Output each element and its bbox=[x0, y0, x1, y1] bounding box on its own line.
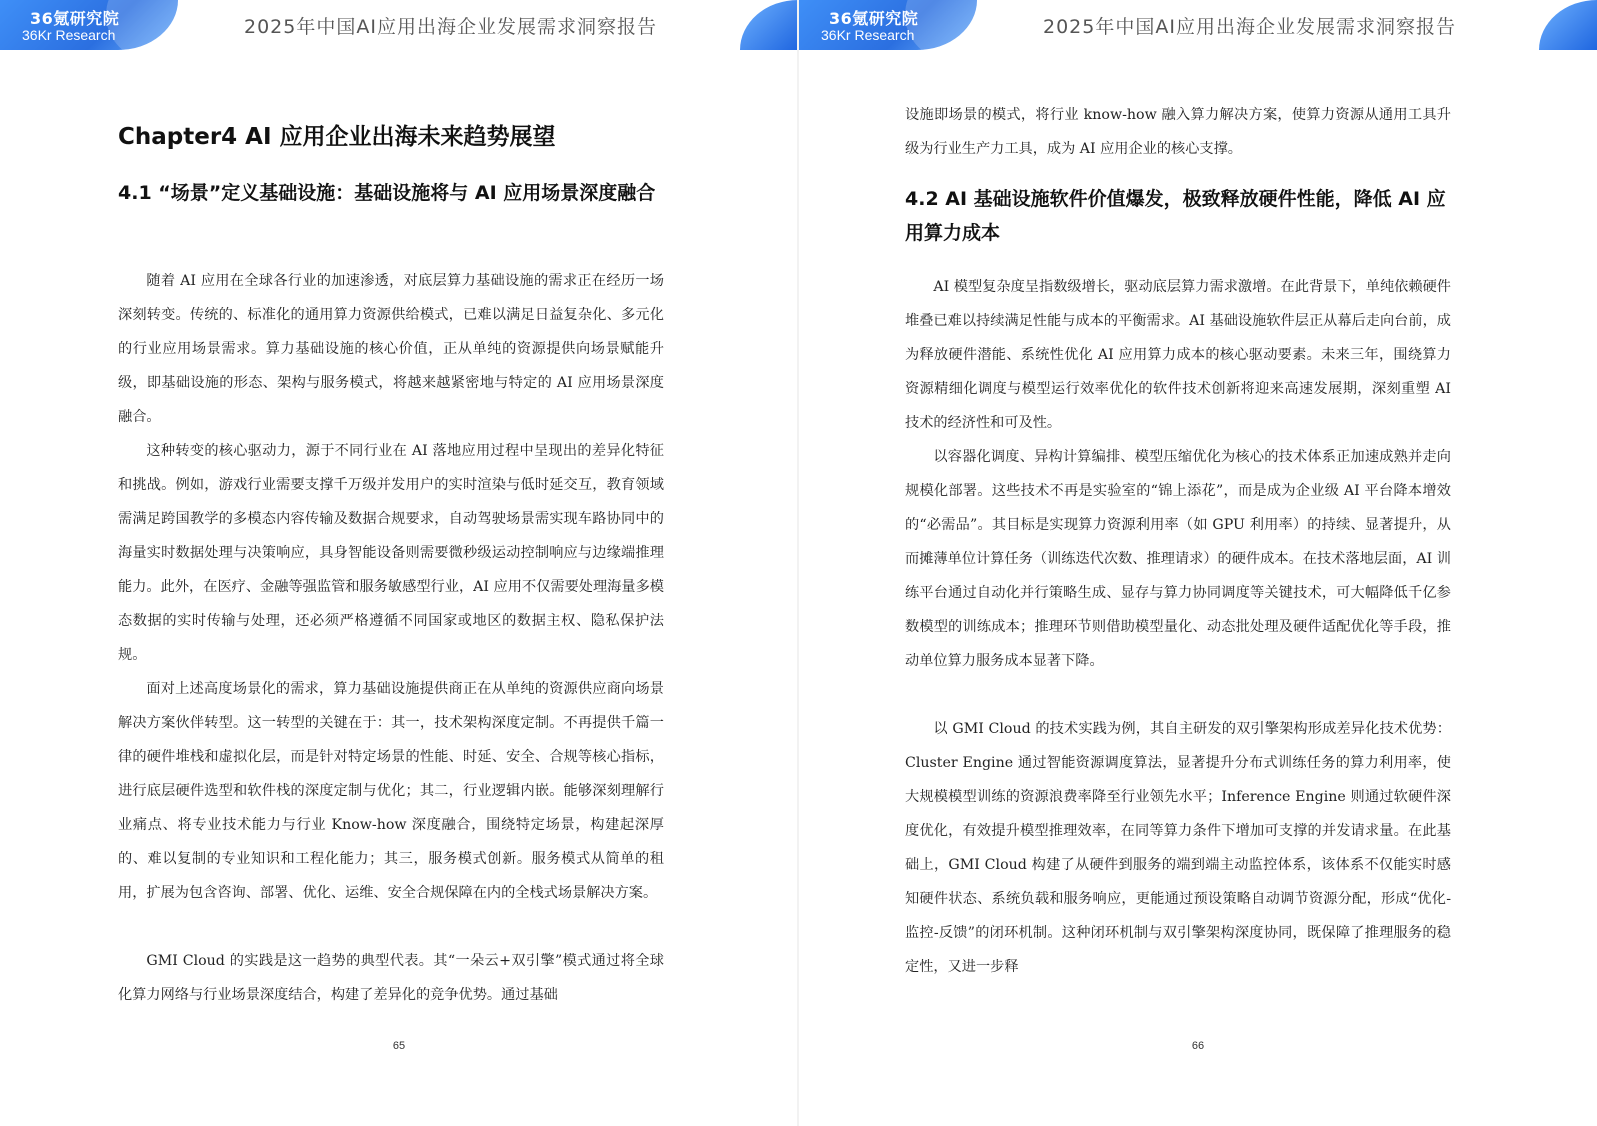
paragraph: 以容器化调度、异构计算编排、模型压缩优化为核心的技术体系正加速成熟并走向规模化部署。这些技术不再是实验室的“锦上添花”，而是成为企业级 AI 平台降本增效的“必需品”。其目标是实现算力资源利用率（如 GPU 利用率）的持续、显著提升，从而摊薄单位计算任务（训练迭代次数、推理请求）的硬件成本。在技术落地层面，AI 训练平台通过自动化并行策略生成、显存与算力协同调度等关键技术，可大幅降低千亿参数模型的训练成本；推理环节则借助模型量化、动态批处理及硬件适配优化等手段，推动单位算力服务成本显著下降。 bbox=[905, 449, 1451, 669]
paragraph: GMI Cloud 的实践是这一趋势的典型代表。其“一朵云+双引擎”模式通过将全球化算力网络与行业场景深度结合，构建了差异化的竞争优势。通过基础 bbox=[118, 953, 664, 1003]
page-number: 65 bbox=[392, 1040, 406, 1052]
logo bbox=[799, 0, 977, 50]
paragraph-continuation: 设施即场景的模式，将行业 know-how 融入算力解决方案，使算力资源从通用工具升级为行业生产力工具，成为 AI 应用企业的核心支撑。 bbox=[905, 107, 1451, 157]
logo-cn-text: 36氪研究院 bbox=[30, 9, 120, 28]
chapter-title: Chapter4 AI 应用企业出海未来趋势展望 bbox=[118, 124, 556, 150]
corner-accent-shape bbox=[1539, 0, 1597, 50]
paragraph: 以 GMI Cloud 的技术实践为例，其自主研发的双引擎架构形成差异化技术优势：Cluster Engine 通过智能资源调度算法，显著提升分布式训练任务的算力利用率，使大规模模型训练的资源浪费率降至行业领先水平；Inference Engine 则通过软硬件深度优化，有效提升模型推理效率，在同等算力条件下增加可支撑的并发请求量。在此基础上，GMI Cloud 构建了从硬件到服务的端到端主动监控体系，该体系不仅能实时感知硬件状态、系统负载和服务响应，更能通过预设策略自动调节资源分配，形成“优化-监控-反馈”的闭环机制。这种闭环机制与双引擎架构深度协同，既保障了推理服务的稳定性，又进一步释 bbox=[905, 721, 1451, 975]
section-title-4-1: 4.1 “场景”定义基础设施：基础设施将与 AI 应用场景深度融合 bbox=[118, 182, 656, 204]
paragraph: 这种转变的核心驱动力，源于不同行业在 AI 落地应用过程中呈现出的差异化特征和挑战。例如，游戏行业需要支撑千万级并发用户的实时渲染与低时延交互，教育领域需满足跨国教学的多模态内容传输及数据合规要求，自动驾驶场景需实现车路协同中的海量实时数据处理与决策响应，具身智能设备则需要微秒级运动控制响应与边缘端推理能力。此外，在医疗、金融等强监管和服务敏感型行业，AI 应用不仅需要处理海量多模态数据的实时传输与处理，还必须严格遵循不同国家或地区的数据主权、隐私保护法规。 bbox=[118, 443, 664, 663]
report-title: 2025年中国AI应用出海企业发展需求洞察报告 bbox=[244, 16, 657, 38]
logo bbox=[0, 0, 178, 50]
page-header bbox=[799, 0, 1597, 52]
page-number: 66 bbox=[1191, 1040, 1205, 1052]
page-right bbox=[799, 0, 1597, 1126]
logo-en-text: 36Kr Research bbox=[821, 27, 915, 43]
paragraph: 面对上述高度场景化的需求，算力基础设施提供商正在从单纯的资源供应商向场景解决方案伙伴转型。这一转型的关键在于：其一，技术架构深度定制。不再提供千篇一律的硬件堆栈和虚拟化层，而是针对特定场景的性能、时延、安全、合规等核心指标，进行底层硬件选型和软件栈的深度定制与优化；其二，行业逻辑内嵌。能够深刻理解行业痛点、将专业技术能力与行业 Know-how 深度融合，围绕特定场景，构建起深厚的、难以复制的专业知识和工程化能力；其三，服务模式创新。服务模式从简单的租用，扩展为包含咨询、部署、优化、运维、安全合规保障在内的全栈式场景解决方案。 bbox=[118, 681, 664, 901]
page-left bbox=[0, 0, 798, 1126]
report-title: 2025年中国AI应用出海企业发展需求洞察报告 bbox=[1043, 16, 1456, 38]
logo-cn-text: 36氪研究院 bbox=[829, 9, 919, 28]
corner-accent-shape bbox=[740, 0, 798, 50]
paragraph: 随着 AI 应用在全球各行业的加速渗透，对底层算力基础设施的需求正在经历一场深刻转变。传统的、标准化的通用算力资源供给模式，已难以满足日益复杂化、多元化的行业应用场景需求。算力基础设施的核心价值，正从单纯的资源提供向场景赋能升级，即基础设施的形态、架构与服务模式，将越来越紧密地与特定的 AI 应用场景深度融合。 bbox=[118, 273, 664, 425]
logo-en-text: 36Kr Research bbox=[22, 27, 116, 43]
section-title-4-2: 4.2 AI 基础设施软件价值爆发，极致释放硬件性能，降低 AI 应用算力成本 bbox=[905, 188, 1446, 244]
paragraph: AI 模型复杂度呈指数级增长，驱动底层算力需求激增。在此背景下，单纯依赖硬件堆叠已难以持续满足性能与成本的平衡需求。AI 基础设施软件层正从幕后走向台前，成为释放硬件潜能、系统性优化 AI 应用算力成本的核心驱动要素。未来三年，围绕算力资源精细化调度与模型运行效率优化的软件技术创新将迎来高速发展期，深刻重塑 AI 技术的经济性和可及性。 bbox=[905, 279, 1451, 431]
page-header bbox=[0, 0, 798, 52]
